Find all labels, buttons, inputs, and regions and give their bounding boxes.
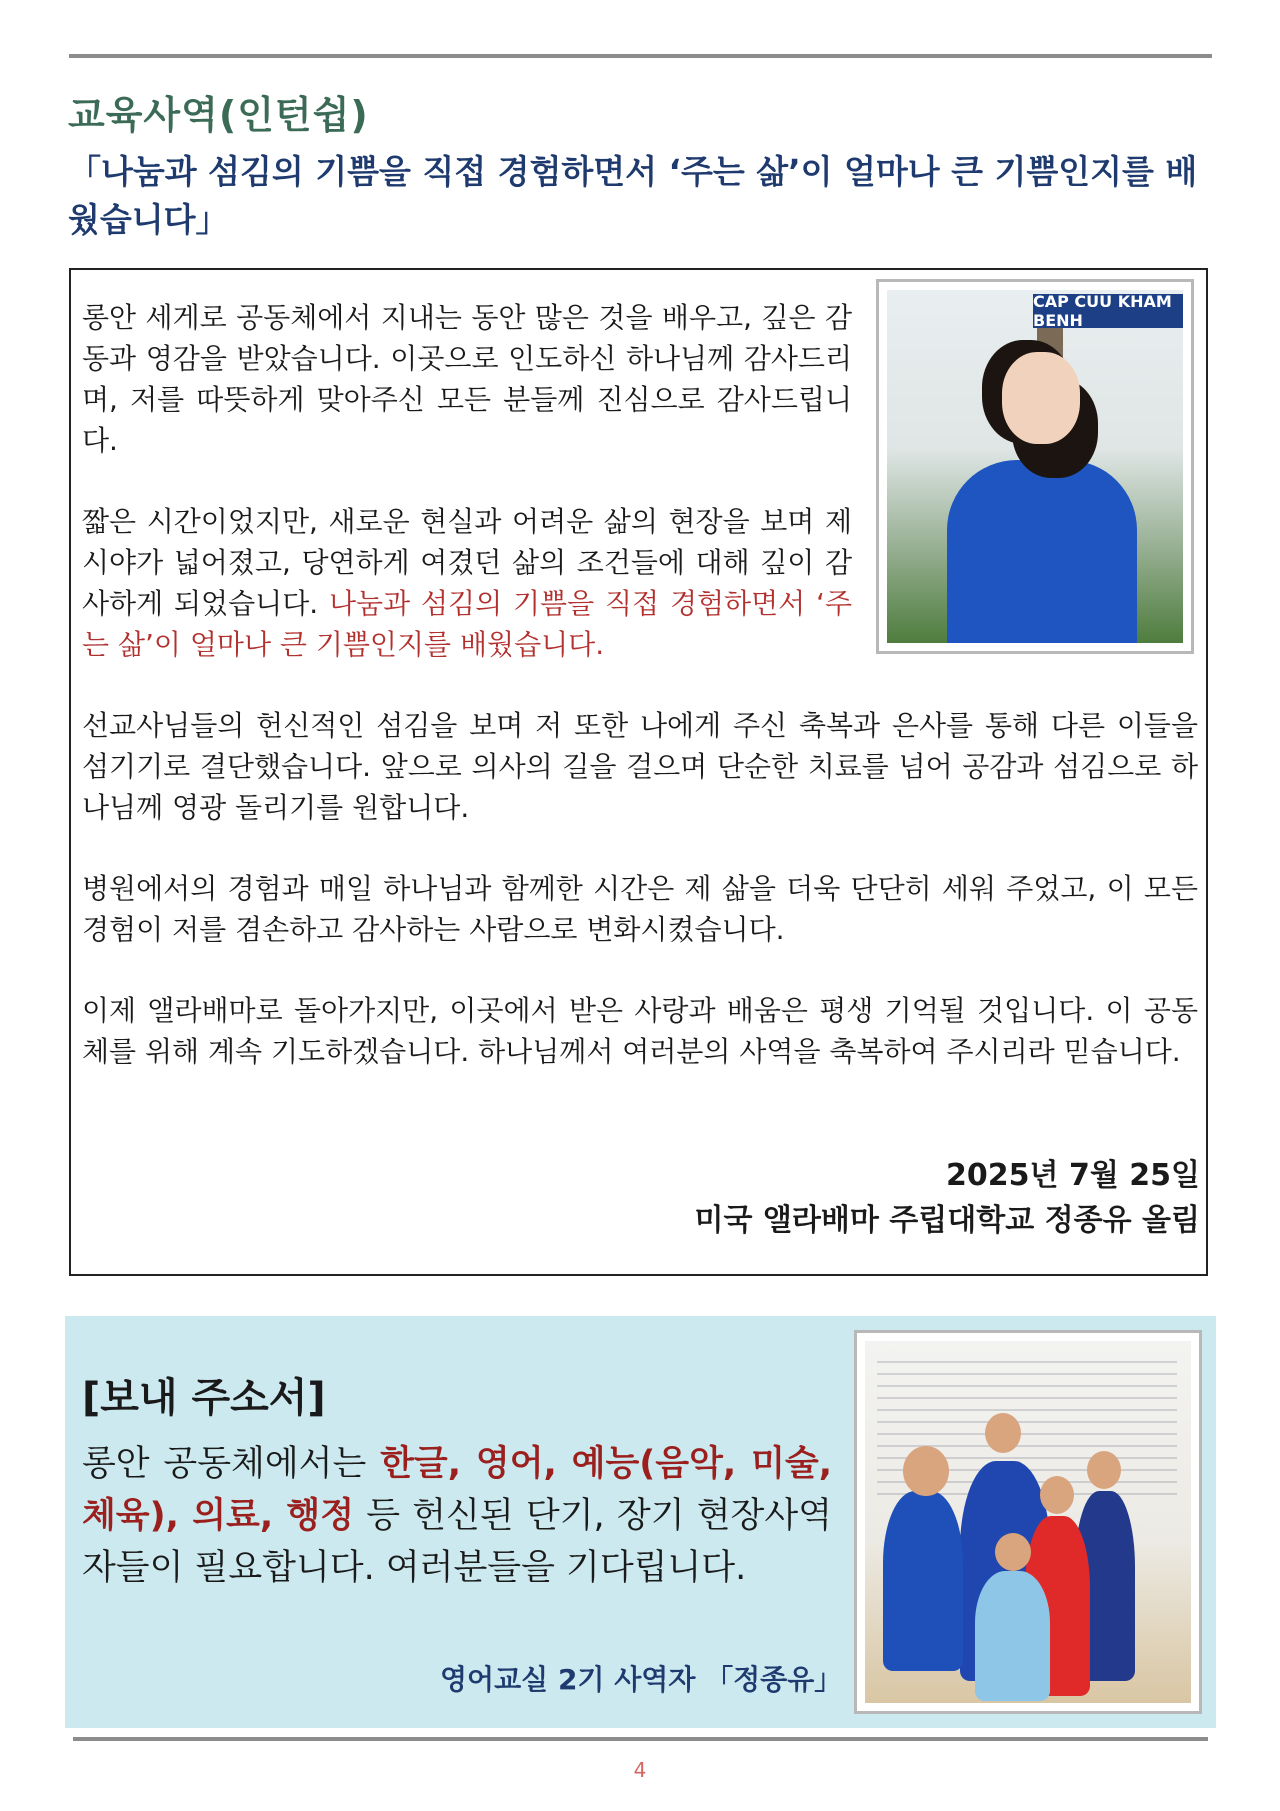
intern-photo	[876, 279, 1194, 654]
intern-photo-image	[887, 290, 1183, 643]
head-2	[985, 1413, 1021, 1453]
head-3	[1040, 1476, 1074, 1514]
head-4	[1087, 1451, 1121, 1489]
invite-text-part-1: 롱안 공동체에서는	[82, 1444, 381, 1484]
letter-paragraph-2-text: 짧은 시간이었지만, 새로운 현실과 어려운 삶의 현장을 보며 제 시야가 넓어졌고, 당연하게 여겼던 삶의 조건들에 대해 깊이 감사하게 되었습니다.	[82, 505, 852, 620]
top-divider	[69, 54, 1212, 58]
letter-signature: 미국 앨라배마 주립대학교 정종유 올림	[694, 1203, 1200, 1238]
person-child-4	[975, 1571, 1050, 1701]
letter-paragraph-3: 선교사님들의 헌신적인 섬김을 보며 저 또한 나에게 주신 축복과 은사를 통해 다른 이들을 섬기기로 결단했습니다. 앞으로 의사의 길을 걸으며 단순한 치료를 넘어 공감과 섬김으로 하나님께 영광 돌리기를 원합니다.	[82, 709, 1198, 824]
invite-text	[82, 1438, 832, 1594]
letter-paragraph-5: 이제 앨라배마로 돌아가지만, 이곳에서 받은 사랑과 배움은 평생 기억될 것입니다. 이 공동체를 위해 계속 기도하겠습니다. 하나님께서 여러분의 사역을 축복하여 주시리라 믿습니다.	[82, 994, 1198, 1068]
headline: 「나눔과 섬김의 기쁨을 직접 경험하면서 ‘주는 삶’이 얼마나 큰 기쁨인지를 배웠습니다」	[68, 152, 1198, 239]
page-number: 4	[633, 1758, 647, 1782]
person-body	[947, 460, 1137, 643]
letter-paragraph-2	[82, 501, 852, 665]
hospital-sign: CAP CUU KHAM BENH	[1033, 294, 1183, 328]
person-head	[1002, 352, 1080, 444]
letter-paragraph-1: 롱안 세게로 공동체에서 지내는 동안 많은 것을 배우고, 깊은 감동과 영감을 받았습니다. 이곳으로 인도하신 하나님께 감사드리며, 저를 따뜻하게 맞아주신 모든 분들께 진심으로 감사드립니다.	[82, 301, 852, 457]
letter-date: 2025년 7월 25일	[946, 1158, 1200, 1193]
class-photo	[854, 1330, 1202, 1714]
bottom-divider	[73, 1737, 1208, 1741]
head-5	[995, 1533, 1031, 1571]
letter-paragraph-4: 병원에서의 경험과 매일 하나님과 함께한 시간은 제 삶을 더욱 단단히 세워 주었고, 이 모든 경험이 저를 겸손하고 감사하는 사람으로 변화시켰습니다.	[82, 872, 1198, 946]
class-photo-image	[865, 1341, 1191, 1703]
section-title: 교육사역(인턴쉽)	[68, 93, 369, 137]
invite-emphasis: 한글, 영어, 예능(음악, 미술, 체육), 의료, 행정	[82, 1444, 832, 1536]
invite-title: [보내 주소서]	[82, 1375, 326, 1421]
invite-text-part-2: 등 헌신된 단기, 장기 현장사역자들이 필요합니다. 여러분들을 기다립니다.	[82, 1496, 832, 1588]
head-1	[903, 1446, 949, 1496]
invite-signature: 영어교실 2기 사역자 「정종유」	[440, 1663, 843, 1696]
letter-highlight: 나눔과 섬김의 기쁨을 직접 경험하면서 ‘주는 삶’이 얼마나 큰 기쁨인지를 배웠습니다.	[82, 587, 852, 661]
person-child-1	[883, 1491, 963, 1671]
